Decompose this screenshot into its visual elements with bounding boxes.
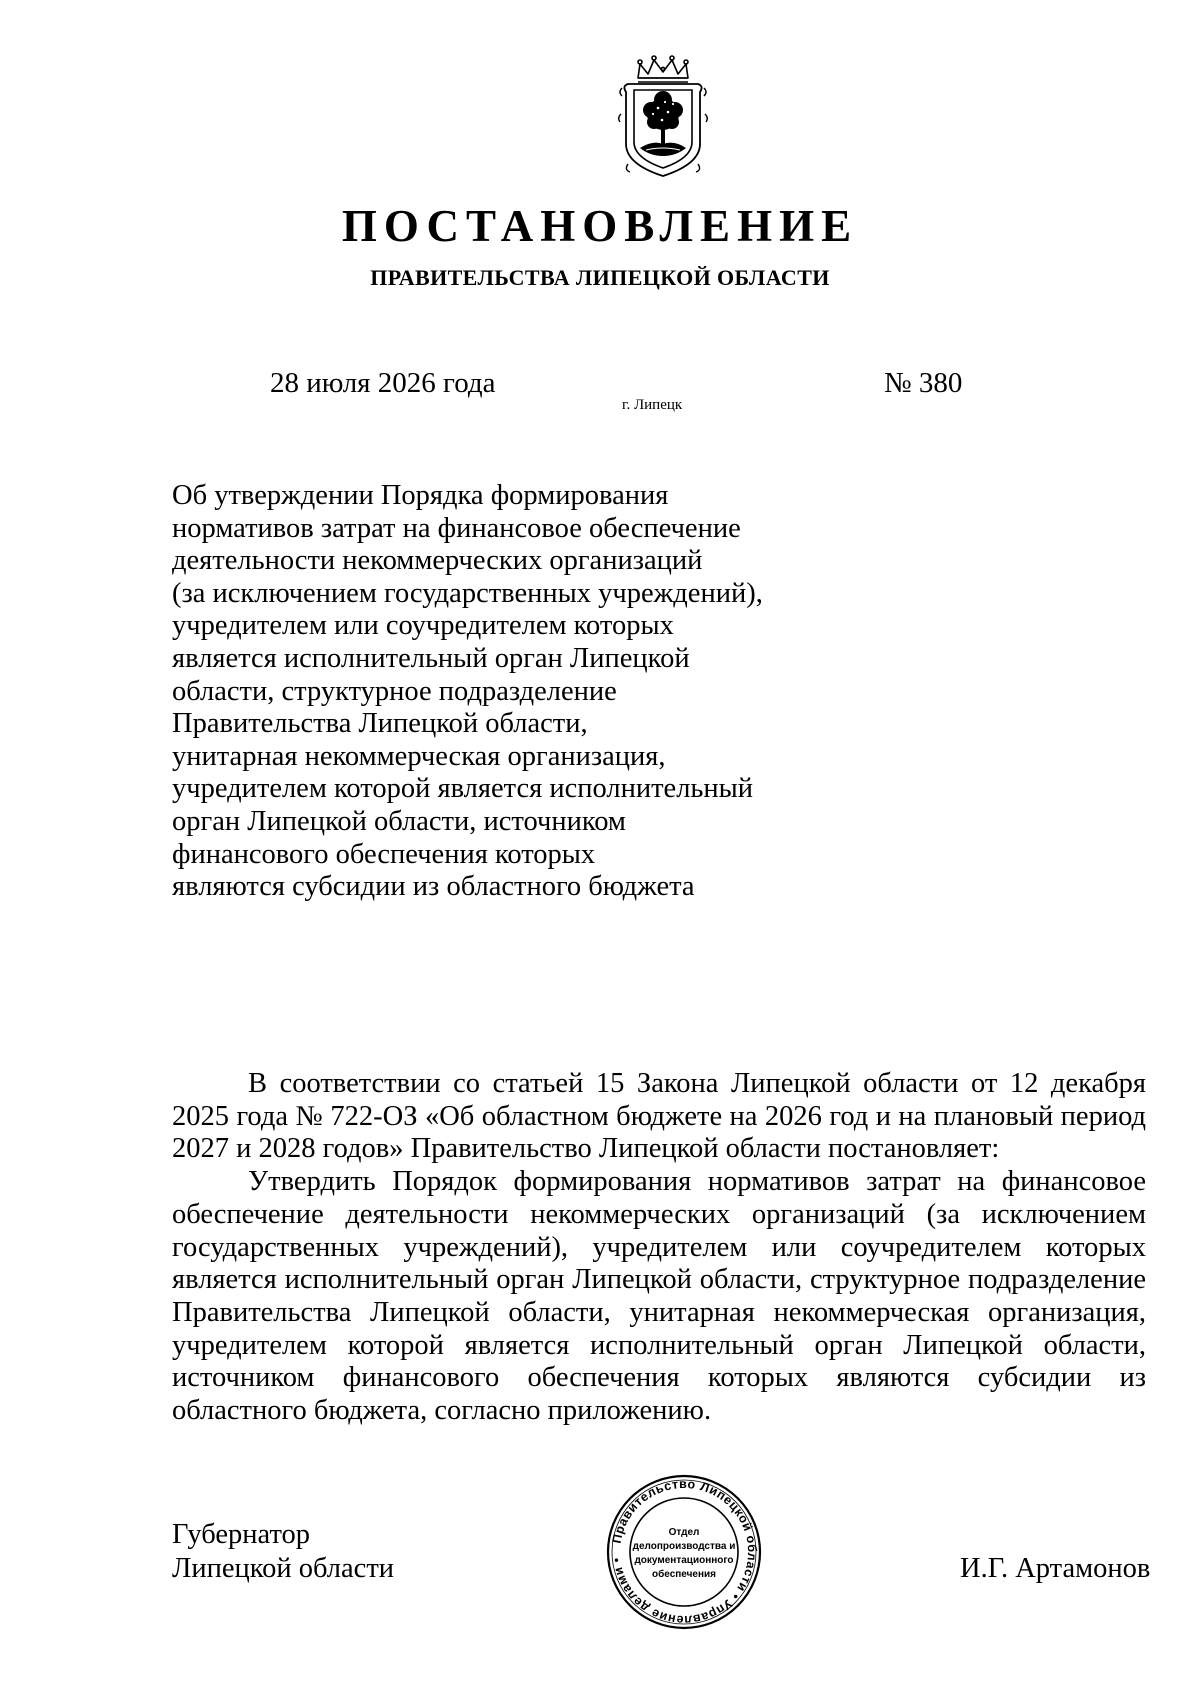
document-subtitle: ПРАВИТЕЛЬСТВА ЛИПЕЦКОЙ ОБЛАСТИ bbox=[370, 265, 830, 290]
signatory-position bbox=[172, 1518, 394, 1586]
coat-of-arms-icon bbox=[618, 52, 708, 184]
body-paragraph: В соответствии со статьей 15 Закона Липецкой области от 12 декабря 2025 года № 722-ОЗ «Об областном бюджете на 2026 год и на плановый период 2027 и 2028 годов» Правительство Липецкой области постановляет: bbox=[172, 1068, 1146, 1165]
subject-line: являются субсидии из областного бюджета bbox=[172, 871, 695, 903]
signatory-position-line: Губернатор bbox=[172, 1519, 311, 1550]
subject-line: финансового обеспечения которых bbox=[172, 838, 596, 870]
document-title: ПОСТАНОВЛЕНИЕ bbox=[341, 201, 859, 251]
svg-text:документационного: документационного bbox=[634, 1555, 734, 1566]
subject-line: области, структурное подразделение bbox=[172, 675, 617, 707]
document-subject bbox=[172, 480, 792, 904]
subject-line: Об утверждении Порядка формирования bbox=[172, 480, 669, 511]
document-number: № 380 bbox=[884, 367, 963, 399]
document-city: г. Липецк bbox=[622, 397, 683, 413]
svg-text:Отдел: Отдел bbox=[668, 1527, 700, 1538]
subject-line: орган Липецкой области, источником bbox=[172, 805, 626, 837]
svg-text:делопроизводства и: делопроизводства и bbox=[632, 1541, 736, 1552]
svg-text:обеспечения: обеспечения bbox=[651, 1569, 717, 1580]
signatory-name: И.Г. Артамонов bbox=[960, 1553, 1151, 1584]
document-body bbox=[172, 1068, 1146, 1428]
svg-text:Правительство Липецкой области: Правительство Липецкой области • Управление делами • bbox=[609, 1476, 760, 1628]
subject-line: является исполнительный орган Липецкой bbox=[172, 642, 690, 674]
document-date: 28 июля 2026 года bbox=[270, 367, 496, 399]
official-stamp-icon bbox=[604, 1472, 764, 1632]
subject-line: нормативов затрат на финансовое обеспечение bbox=[172, 512, 741, 544]
subject-line: унитарная некоммерческая организация, bbox=[172, 740, 666, 772]
subject-line: (за исключением государственных учреждений), bbox=[172, 577, 763, 609]
subject-line: деятельности некоммерческих организаций bbox=[172, 545, 703, 577]
signatory-position-line: Липецкой области bbox=[172, 1553, 395, 1584]
body-paragraph: Утвердить Порядок формирования нормативов затрат на финансовое обеспечение деятельности некоммерческих организаций (за исключением государственных учреждений), учредителем или соучредителем которых является исполнительный орган Липецкой области, структурное подразделение Правительства Липецкой области, унитарная некоммерческая организация, учредителем которой является исполнительный орган Липецкой области, источником финансового обеспечения которых являются субсидии из областного бюджета, согласно приложению. bbox=[172, 1166, 1146, 1427]
subject-line: учредителем или соучредителем которых bbox=[172, 610, 674, 642]
subject-line: Правительства Липецкой области, bbox=[172, 708, 588, 740]
subject-line: учредителем которой является исполнительный bbox=[172, 773, 754, 805]
